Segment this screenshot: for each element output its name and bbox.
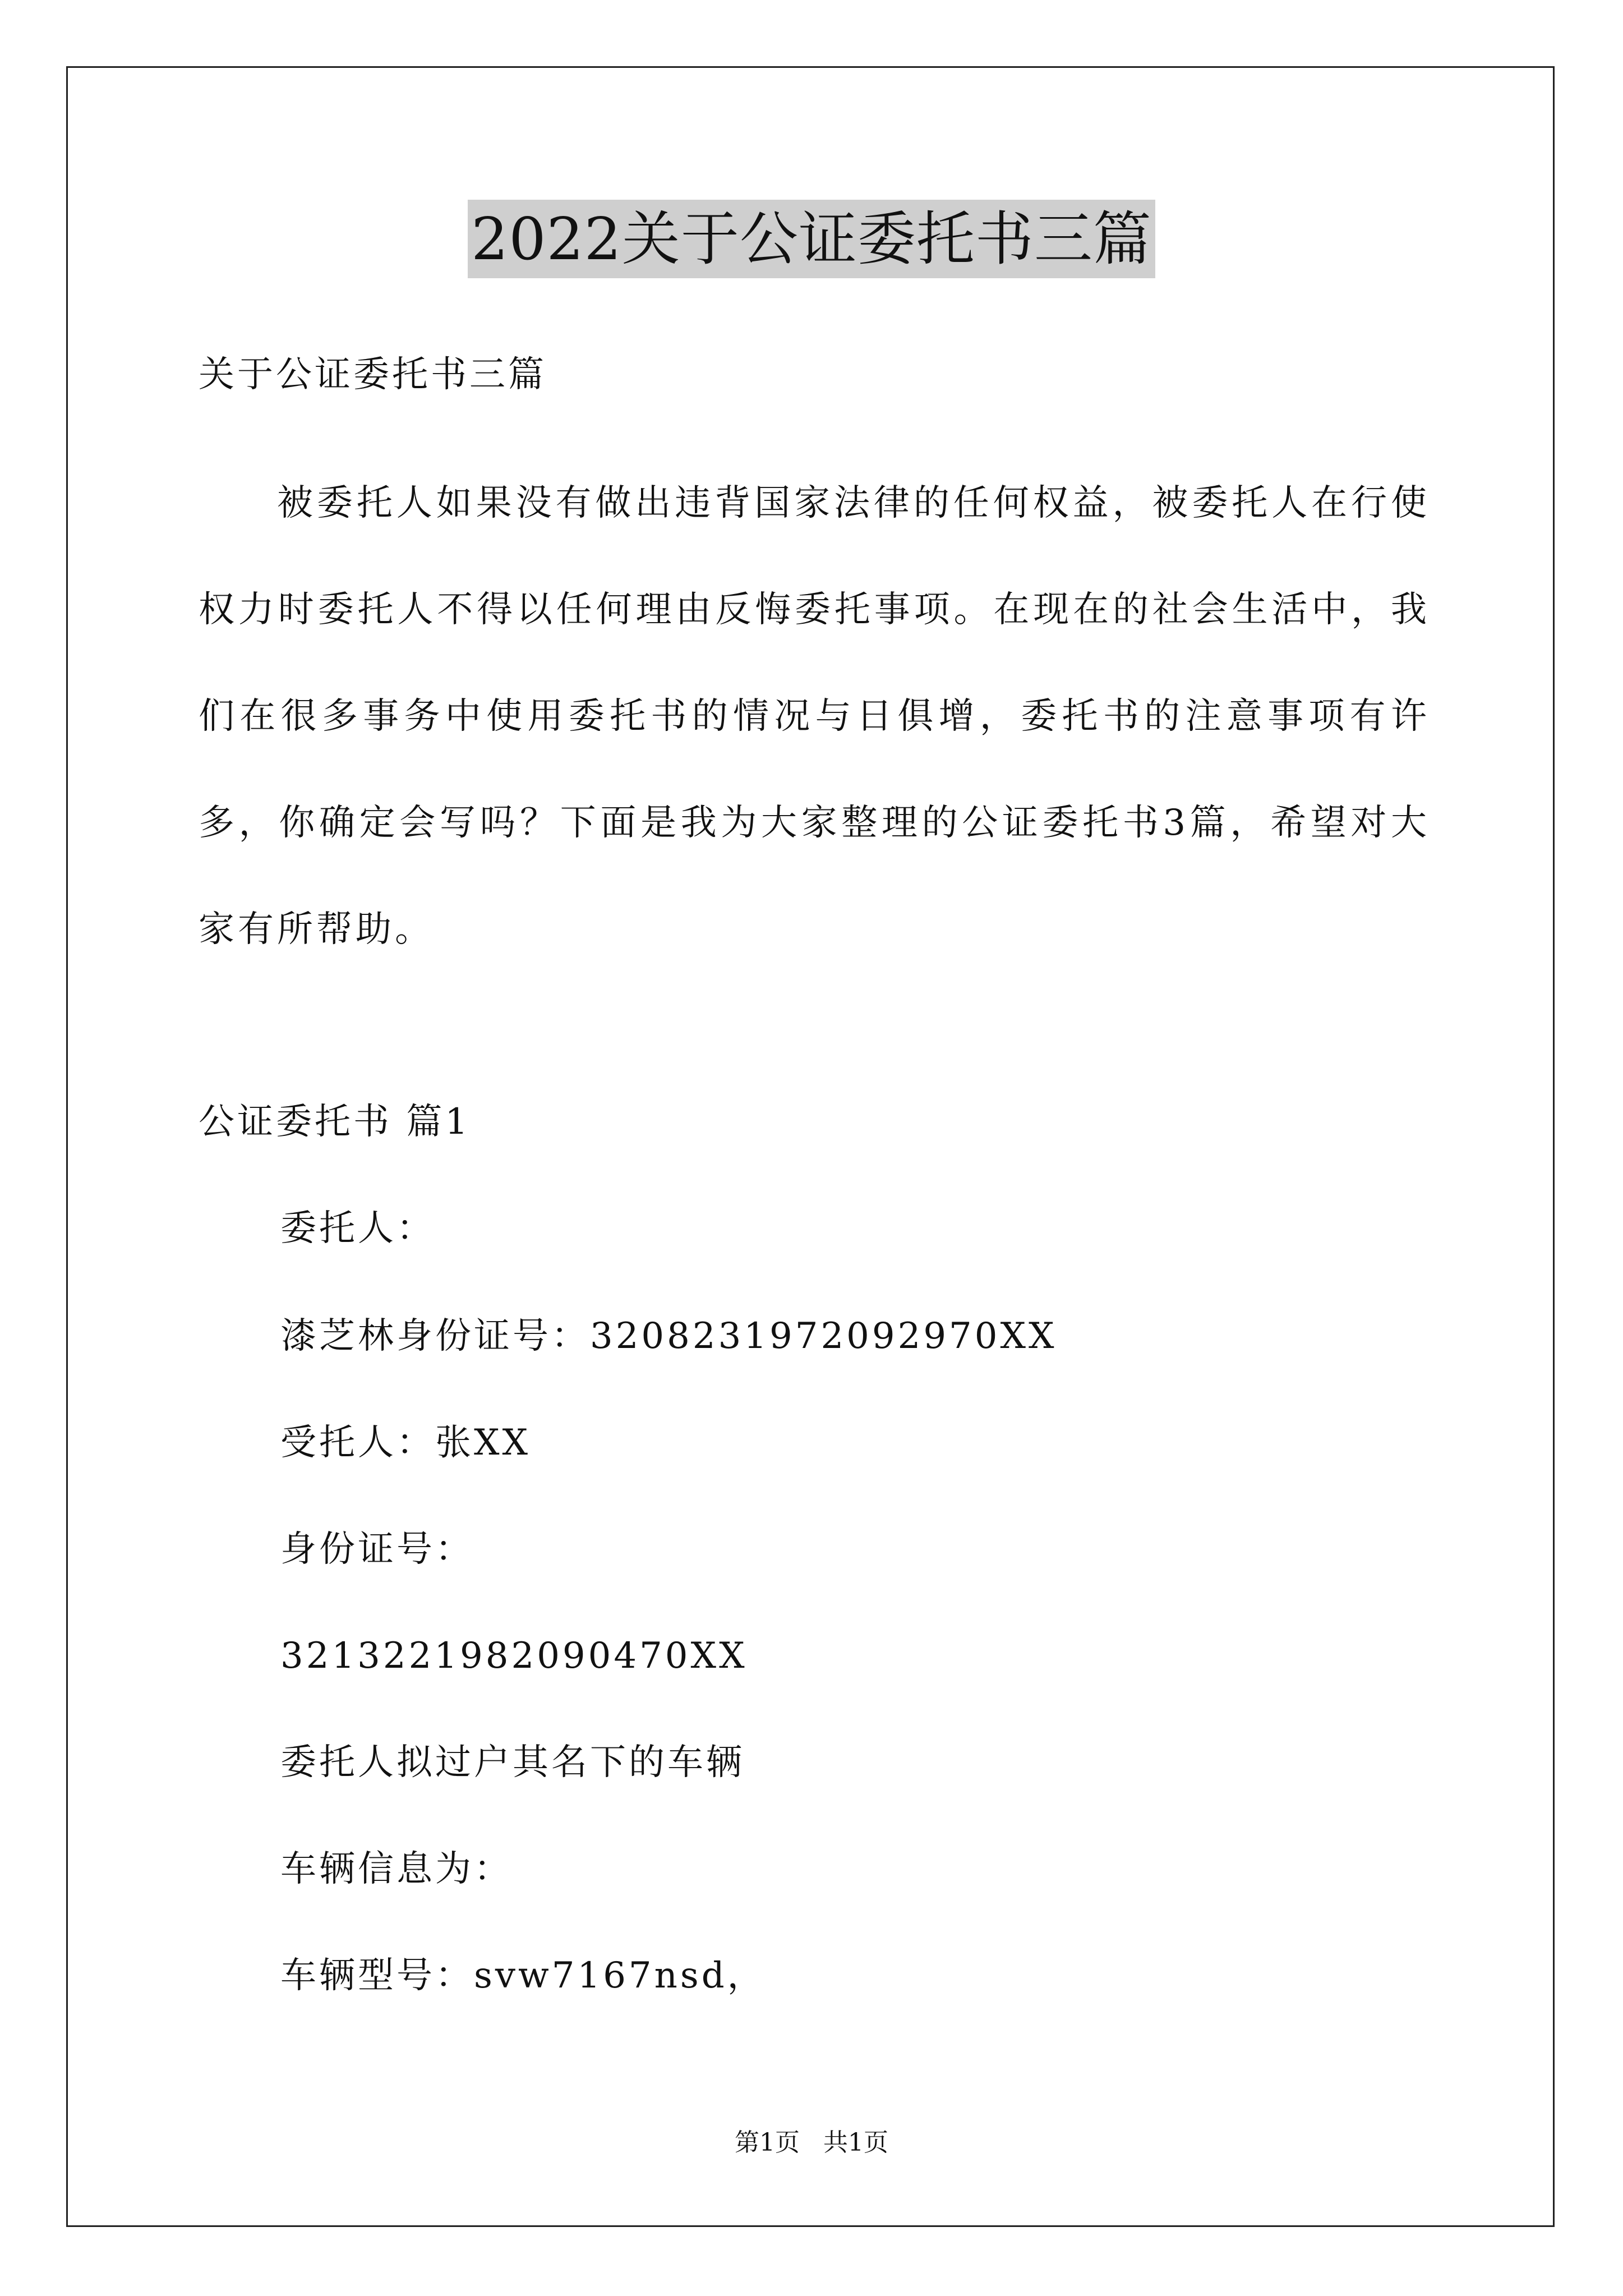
entrusting-party-label: 委托人：: [280, 1208, 435, 1249]
page-footer: [0, 2126, 1623, 2160]
document-title: 2022关于公证委托书三篇: [468, 200, 1155, 278]
section-heading: 公证委托书 篇1: [199, 1101, 471, 1143]
document-subtitle: 关于公证委托书三篇: [199, 354, 547, 395]
trustee-id-number: 3213221982090470XX: [280, 1635, 748, 1677]
page-number: 第1页: [735, 2128, 800, 2157]
trustee-id-label: 身份证号：: [280, 1529, 474, 1570]
vehicle-transfer-statement: 委托人拟过户其名下的车辆: [280, 1742, 745, 1783]
title-container: [0, 200, 1623, 278]
trustee-name: 受托人：张XX: [280, 1422, 531, 1464]
vehicle-model: 车辆型号：svw7167nsd，: [280, 1955, 766, 1996]
entrusting-party-id: 漆芝林身份证号：3208231972092970XX: [280, 1315, 1057, 1357]
vehicle-info-label: 车辆信息为：: [280, 1848, 513, 1890]
page-total: 共1页: [823, 2128, 888, 2157]
intro-paragraph: 被委托人如果没有做出违背国家法律的任何权益，被委托人在行使权力时委托人不得以任何理由反悔委托事项。在现在的社会生活中，我们在很多事务中使用委托书的情况与日俱增，委托书的注意事项有许多，你确定会写吗？下面是我为大家整理的公证委托书3篇，希望对大家有所帮助。: [199, 482, 1430, 950]
